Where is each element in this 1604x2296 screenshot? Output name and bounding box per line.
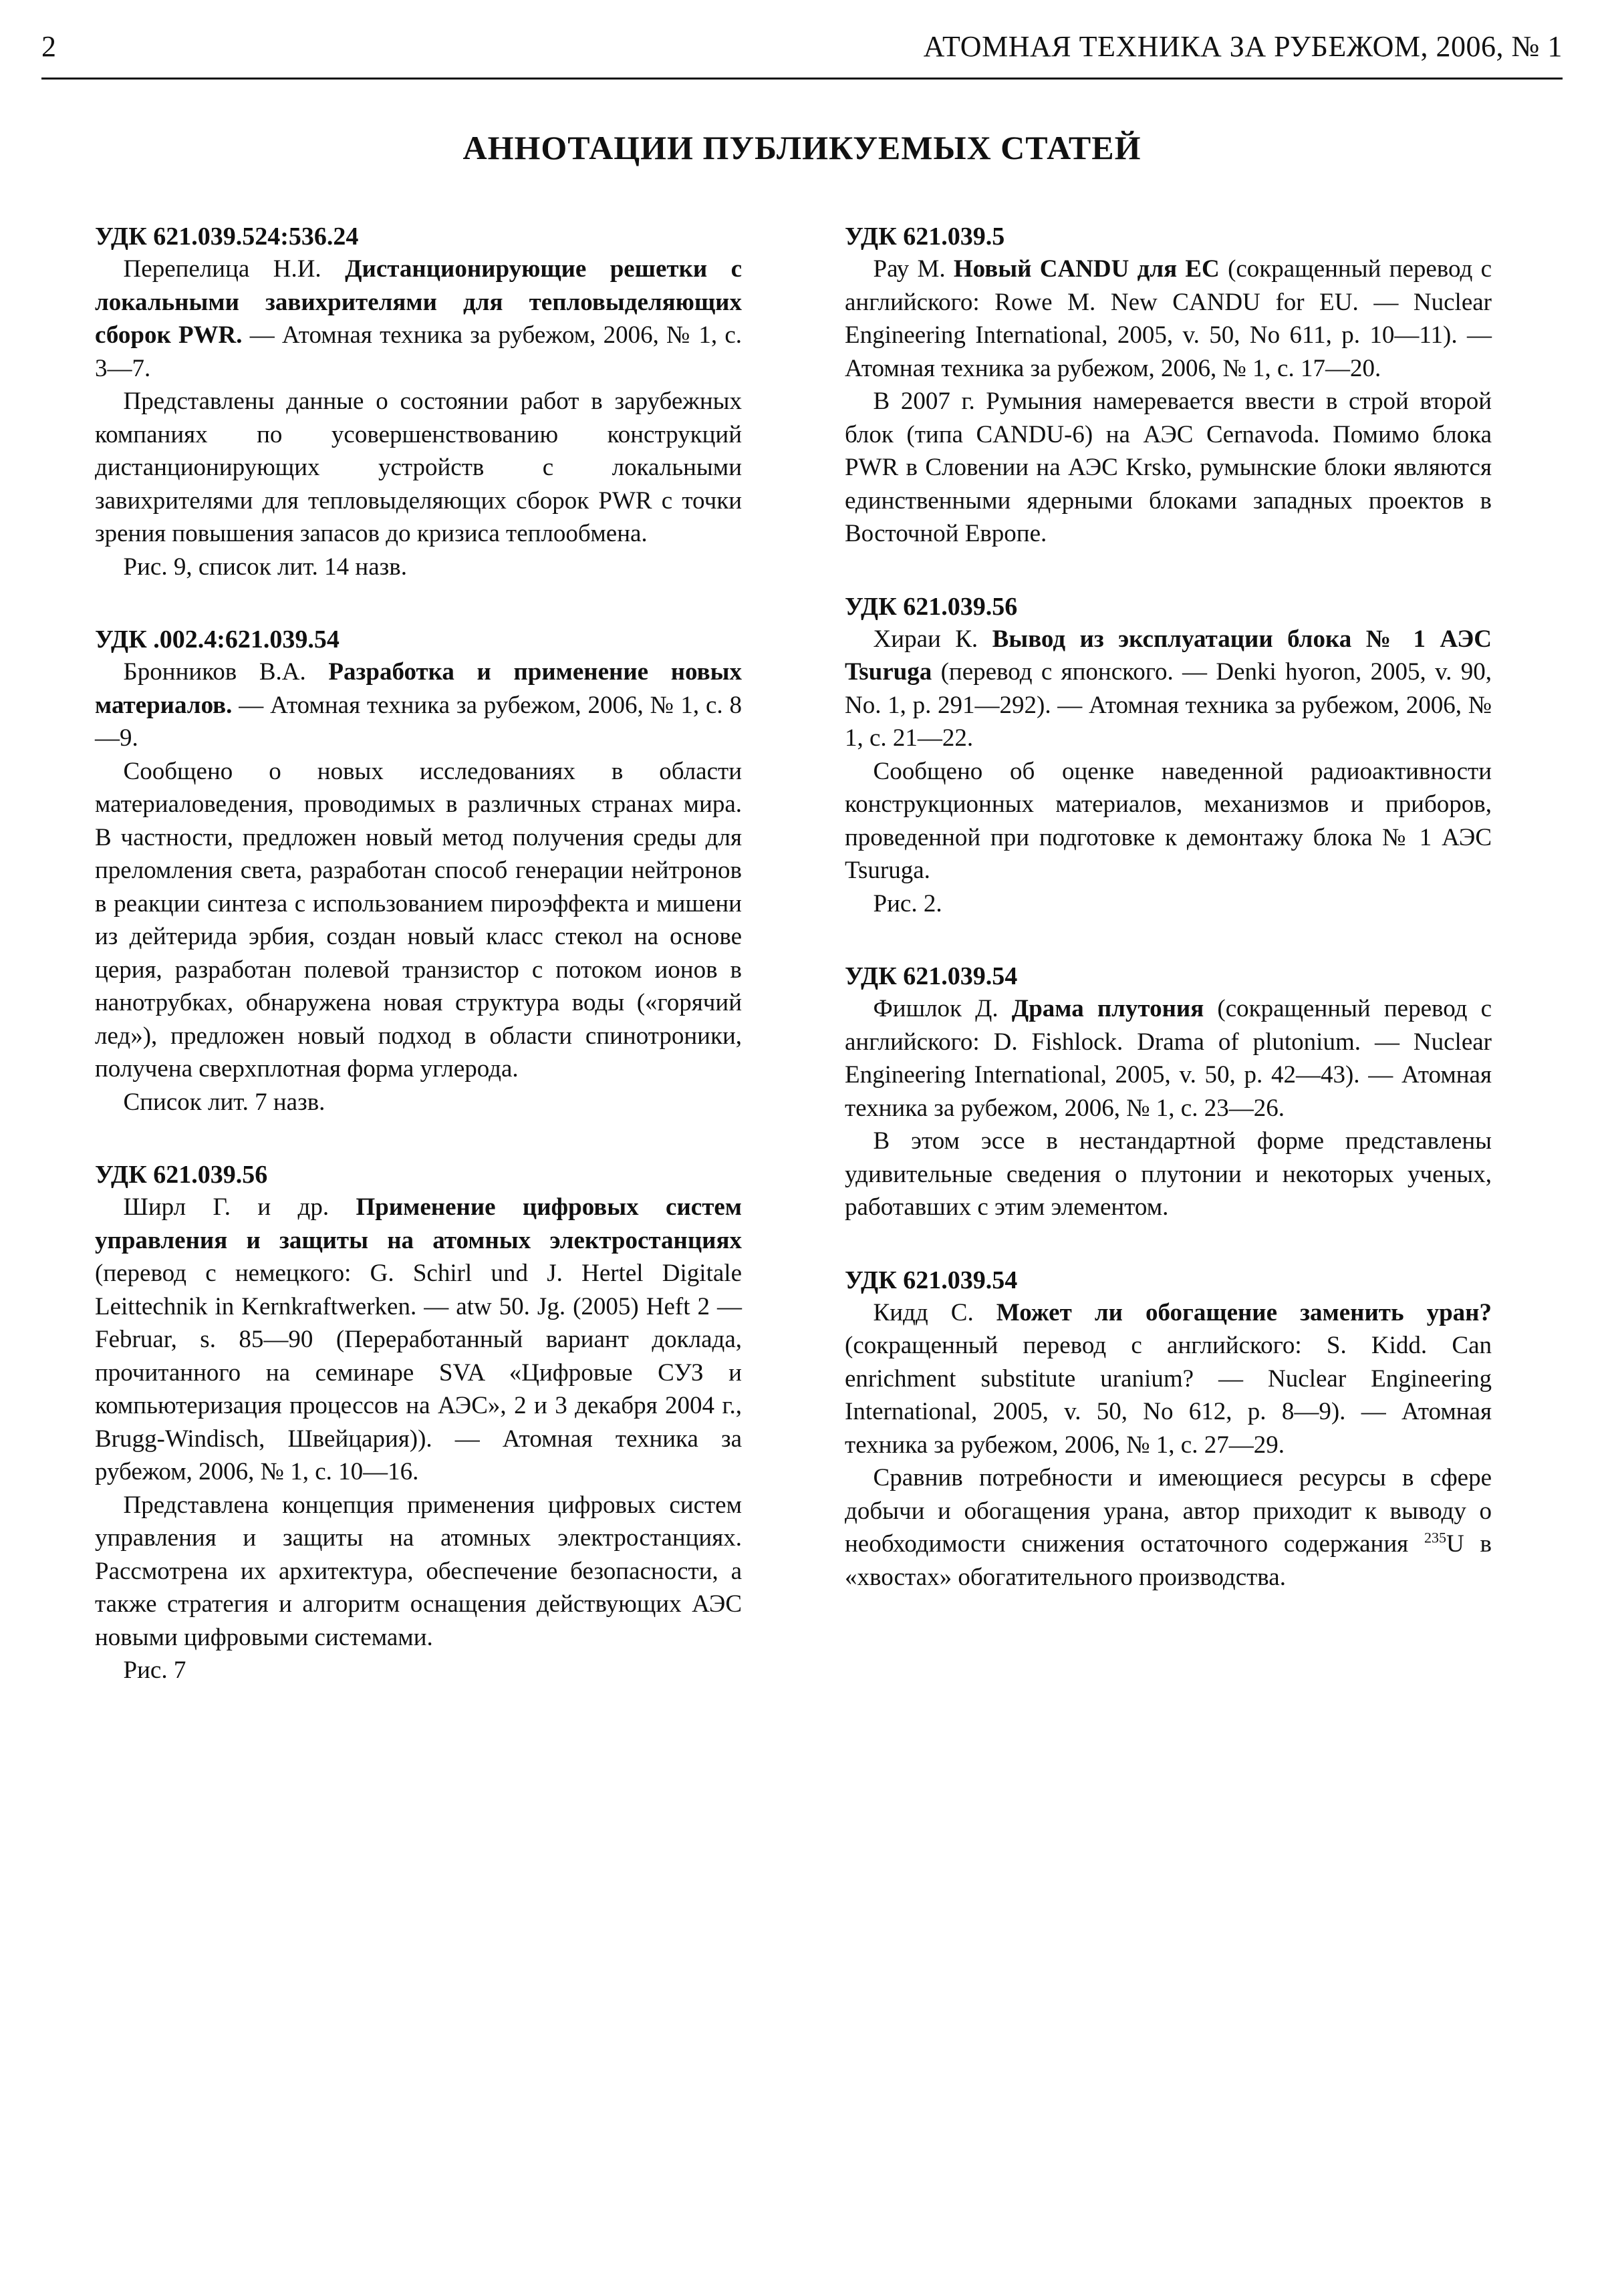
author: Рау М. xyxy=(873,255,946,283)
author: Кидд С. xyxy=(873,1298,974,1326)
left-column xyxy=(95,221,742,1727)
source: (сокращенный перевод с английского: D. Fishlock. Drama of plutonium. — Nuclear Engineering International, 2005, v. 50, p. 42—43). — Атомная техника за рубежом, 2006, № 1, с. 23—26. xyxy=(845,995,1492,1122)
article-card xyxy=(95,1159,742,1687)
abstract: Сообщено о новых исследованиях в области материаловедения, проводимых в различных странах мира. В частности, предложен новый метод получения среды для преломления света, разработан способ генерации нейтронов в реакции синтеза с использованием пироэффекта и мишени из дейтерида эрбия, создан новый класс стекол на основе церия, разработан полевой транзистор с потоком ионов в нанотрубках, обнаружена новая структура воды («горячий лед»), предложен новый подход в области спинотроники, получена сверхплотная форма углерода. xyxy=(95,757,742,1083)
article-title: Новый CANDU для ЕС xyxy=(953,255,1220,283)
page-header xyxy=(41,27,1563,80)
source: (сокращенный перевод с английского: S. Kidd. Can enrichment substitute uranium? — Nuclear Engineering International, 2005, v. 50, No 612, p. 8—9). — Атомная техника за рубежом, 2006, № 1, с. 27—29. xyxy=(845,1332,1492,1459)
udc-code: УДК 621.039.56 xyxy=(95,1161,268,1189)
abstract: Сообщено об оценке наведенной радиоактивности конструкционных материалов, механизмов и приборов, проведенной при подготовке к демонтажу блока № 1 АЭС Tsuruga. xyxy=(845,757,1492,884)
page-number: 2 xyxy=(41,30,56,63)
figures-references: Рис. 7 xyxy=(123,1657,186,1684)
article-title: Применение цифровых систем управления и защиты на атомных электростанциях xyxy=(95,1193,743,1254)
author: Фишлок Д. xyxy=(873,995,998,1022)
article-card xyxy=(845,960,1492,1224)
isotope-mass-number: 235 xyxy=(1424,1529,1446,1546)
udc-code: УДК 621.039.54 xyxy=(845,962,1018,990)
citation xyxy=(95,656,742,755)
right-column xyxy=(845,221,1492,1634)
author: Бронников В.А. xyxy=(123,658,306,686)
citation xyxy=(845,253,1492,385)
section-title: АННОТАЦИИ ПУБЛИКУЕМЫХ СТАТЕЙ xyxy=(462,129,1142,166)
citation xyxy=(845,992,1492,1125)
udc-code: УДК 621.039.54 xyxy=(845,1266,1018,1294)
source: (перевод с японского. — Denki hyoron, 2005, v. 90, No. 1, p. 291—292). — Атомная техника за рубежом, 2006, № 1, с. 21—22. xyxy=(845,658,1492,752)
article-title: Может ли обогащение заменить уран? xyxy=(996,1298,1492,1326)
article-card xyxy=(95,623,742,1119)
article-card xyxy=(845,1264,1492,1594)
abstract: Представлена концепция применения цифровых систем управления и защиты на атомных электростанциях. Рассмотрена их архитектура, обеспечение безопасности, а также стратегия и алгоритм оснащения действующих АЭС новыми цифровыми системами. xyxy=(95,1491,742,1651)
figures-references: Рис. 9, список лит. 14 назв. xyxy=(123,553,407,581)
abstract-text: в «хвостах» обогатительного производства. xyxy=(845,1530,1492,1591)
source: — Атомная техника за рубежом, 2006, № 1, с. 8—9. xyxy=(95,691,743,752)
udc-code: УДК 621.039.524:536.24 xyxy=(95,223,359,251)
source: (сокращенный перевод с английского: Rowe M. New CANDU for EU. — Nuclear Engineering International, 2005, v. 50, No 611, p. 10—11). — Атомная техника за рубежом, 2006, № 1, с. 17—20. xyxy=(845,255,1492,382)
abstract: В этом эссе в нестандартной форме представлены удивительные сведения о плутонии и некоторых ученых, работавших с этим элементом. xyxy=(845,1127,1492,1221)
source: — Атомная техника за рубежом, 2006, № 1, с. 3—7. xyxy=(95,321,743,382)
figures-references: Рис. 2. xyxy=(873,889,942,917)
citation xyxy=(845,623,1492,755)
author: Перепелица Н.И. xyxy=(123,255,321,283)
article-title: Вывод из эксплуатации блока № 1 АЭС Tsuruga xyxy=(845,625,1492,686)
article-title: Разработка и применение новых материалов. xyxy=(95,658,742,719)
article-card xyxy=(845,221,1492,551)
article-title: Драма плутония xyxy=(1011,995,1204,1022)
abstract xyxy=(845,1461,1492,1594)
udc-code: УДК 621.039.5 xyxy=(845,223,1005,251)
abstract: В 2007 г. Румыния намеревается ввести в строй второй блок (типа CANDU-6) на АЭС Cernavoda. Помимо блока PWR в Словении на АЭС Krsko, румынские блоки являются единственными ядерными блоками западных проектов в Восточной Европе. xyxy=(845,388,1492,547)
article-card xyxy=(845,591,1492,921)
source: (перевод с немецкого: G. Schirl und J. Hertel Digitale Leittechnik in Kernkraftwerken. — atw 50. Jg. (2005) Heft 2 — Februar, s. 85—90 (Переработанный вариант доклада, прочитанного на семинаре SVA «Цифровые СУЗ и компьютеризация процессов на АЭС», 2 и 3 декабря 2004 г., Brugg-Windisch, Швейцария)). — Атомная техника за рубежом, 2006, № 1, с. 10—16. xyxy=(95,1260,742,1485)
article-card xyxy=(95,221,742,583)
citation xyxy=(845,1296,1492,1462)
udc-code: УДК .002.4:621.039.54 xyxy=(95,625,340,654)
udc-code: УДК 621.039.56 xyxy=(845,592,1018,621)
isotope-symbol: U xyxy=(1446,1530,1464,1558)
running-title: АТОМНАЯ ТЕХНИКА ЗА РУБЕЖОМ, 2006, № 1 xyxy=(923,30,1563,63)
author: Ширл Г. и др. xyxy=(123,1193,329,1221)
abstract-text: Сравнив потребности и имеющиеся ресурсы в сфере добычи и обогащения урана, автор приходит к выводу о необходимости снижения остаточного содержания xyxy=(845,1464,1492,1558)
article-title: Дистанционирующие решетки с локальными завихрителями для тепловыделяющих сборок PWR. xyxy=(95,255,743,349)
author: Хираи К. xyxy=(873,625,978,653)
abstract: Представлены данные о состоянии работ в зарубежных компаниях по усовершенствованию конструкций дистанционирующих устройств с локальными завихрителями для тепловыделяющих сборок PWR с точки зрения повышения запасов до кризиса теплообмена. xyxy=(95,388,742,547)
figures-references: Список лит. 7 назв. xyxy=(123,1088,325,1116)
citation xyxy=(95,253,742,385)
citation xyxy=(95,1191,742,1489)
